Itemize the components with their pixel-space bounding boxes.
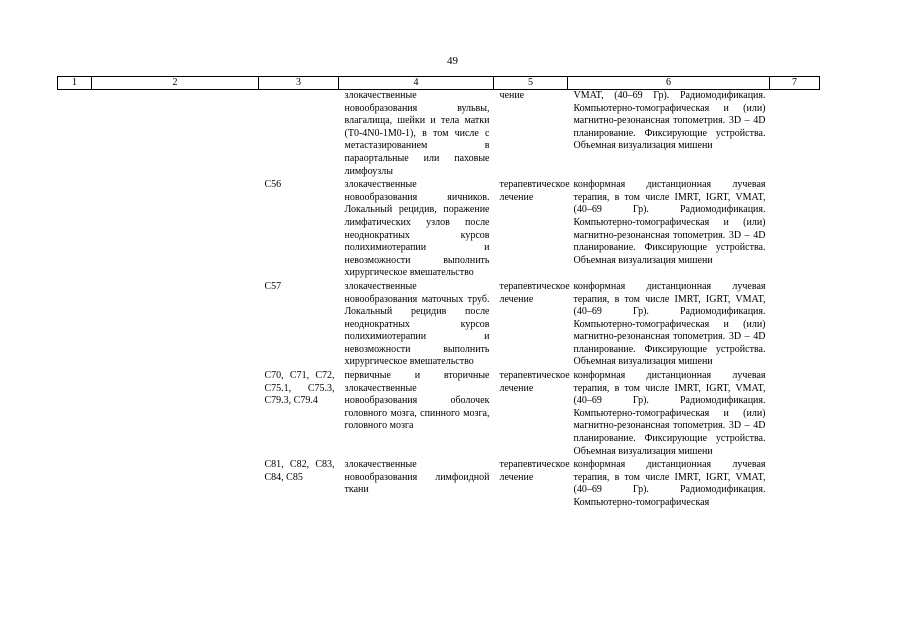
table-row <box>58 370 820 459</box>
diagnosis-description: злокачественные новообразования вульвы, влагалища, шейки и тела матки (T0-4N0-1M0-1), в том числе с метастазированием в параортальные или паховые лимфоузлы <box>344 90 490 177</box>
treatment-type: терапевтическое лечение <box>499 459 570 483</box>
page-number: 49 <box>447 55 458 67</box>
treatment-type: терапевтическое лечение <box>499 370 570 394</box>
column-header: 7 <box>770 77 820 90</box>
column-number-header <box>58 77 820 90</box>
treatment-type: чение <box>499 90 525 101</box>
treatment-method: конформная дистанционная лучевая терапия, в том числе IMRT, IGRT, VMAT, (40–69 Гр). Радиомодификация. Компьютерно-томографическая и (или) магнитно-резонансная топометрия. 3D – 4D планирование. Фиксирующие устройства. Объемная визуализация мишени <box>573 370 766 457</box>
column-header: 2 <box>92 77 259 90</box>
treatment-method: конформная дистанционная лучевая терапия, в том числе IMRT, IGRT, VMAT, (40–69 Гр). Радиомодификация. Компьютерно-томографическая и (или) магнитно-резонансная топометрия. 3D – 4D планирование. Фиксирующие устройства. Объемная визуализация мишени <box>573 179 766 266</box>
treatment-method: конформная дистанционная лучевая терапия, в том числе IMRT, IGRT, VMAT, (40–69 Гр). Радиомодификация. Компьютерно-томографическая и (или) магнитно-резонансная топометрия. 3D – 4D планирование. Фиксирующие устройства. Объемная визуализация мишени <box>573 280 766 368</box>
column-header: 5 <box>494 77 568 90</box>
table-row <box>58 281 820 370</box>
treatment-type: терапевтическое лечение <box>499 280 570 305</box>
diagnosis-description: первичные и вторичные злокачественные новообразования оболочек головного мозга, спинного мозга, головного мозга <box>344 370 490 432</box>
column-header: 4 <box>339 77 494 90</box>
diagnosis-code: С81, С82, С83, С84, С85 <box>264 459 335 483</box>
table-row <box>58 90 820 180</box>
column-header: 3 <box>259 77 339 90</box>
diagnosis-code <box>259 90 339 180</box>
diagnosis-code: С56 <box>264 179 282 191</box>
diagnosis-description: злокачественные новообразования яичников. Локальный рецидив, поражение лимфатических узлов после неоднократных курсов полихимиотерапии и невозможности выполнить хирургическое вмешательство <box>344 179 490 279</box>
treatment-method: конформная дистанционная лучевая терапия, в том числе IMRT, IGRT, VMAT, (40–69 Гр). Радиомодификация. Компьютерно-томографическая <box>573 459 766 508</box>
table-row <box>58 179 820 281</box>
treatment-type: терапевтическое лечение <box>499 179 570 203</box>
diagnosis-description: злокачественные новообразования маточных труб. Локальный рецидив после неоднократных курсов полихимиотерапии и невозможности выполнить хирургическое вмешательство <box>344 280 490 368</box>
document-table <box>57 76 820 511</box>
diagnosis-description: злокачественные новообразования лимфоидной ткани <box>344 459 490 496</box>
table-row <box>58 459 820 510</box>
column-header: 6 <box>568 77 770 90</box>
treatment-method: VMAT, (40–69 Гр). Радиомодификация. Компьютерно-томографическая и (или) магнитно-резонансная топометрия. 3D – 4D планирование. Фиксирующие устройства. Объемная визуализация мишени <box>573 90 766 152</box>
column-header: 1 <box>58 77 92 90</box>
diagnosis-code: С57 <box>264 280 282 292</box>
diagnosis-code: С70, С71, С72, С75.1, С75.3, С79.3, С79.4 <box>264 370 335 407</box>
